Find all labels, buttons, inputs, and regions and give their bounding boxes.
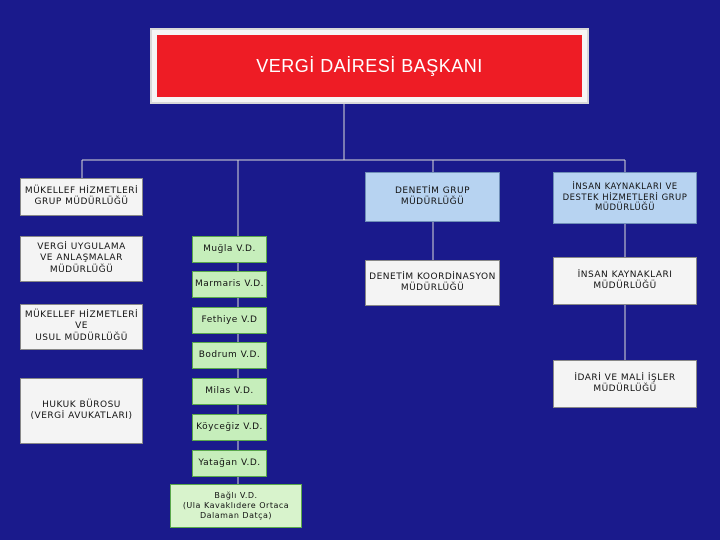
office-milas: Milas V.D.: [192, 378, 267, 405]
office-marmaris: Marmaris V.D.: [192, 271, 267, 298]
mukellef-usul-box: MÜKELLEF HİZMETLERİ VE USUL MÜDÜRLÜĞÜ: [20, 304, 143, 350]
head-box: [150, 28, 589, 104]
insan-kaynaklari-box: İNSAN KAYNAKLARI MÜDÜRLÜĞÜ: [553, 257, 697, 305]
head-title: VERGİ DAİRESİ BAŞKANI: [157, 35, 582, 97]
office-fethiye: Fethiye V.D: [192, 307, 267, 334]
office-yatagan: Yatağan V.D.: [192, 450, 267, 477]
denetim-koordinasyon-box: DENETİM KOORDİNASYON MÜDÜRLÜĞÜ: [365, 260, 500, 306]
idari-mali-isler-box: İDARİ VE MALİ İŞLER MÜDÜRLÜĞÜ: [553, 360, 697, 408]
insan-kaynaklari-group-box: İNSAN KAYNAKLARI VE DESTEK HİZMETLERİ GRUP MÜDÜRLÜĞÜ: [553, 172, 697, 224]
office-mugla: Muğla V.D.: [192, 236, 267, 263]
office-bodrum: Bodrum V.D.: [192, 342, 267, 369]
office-bagli: Bağlı V.D. (Ula Kavaklıdere Ortaca Dalaman Datça): [170, 484, 302, 528]
hukuk-burosu-box: HUKUK BÜROSU (VERGİ AVUKATLARI): [20, 378, 143, 444]
mukellef-group-box: MÜKELLEF HİZMETLERİ GRUP MÜDÜRLÜĞÜ: [20, 178, 143, 216]
denetim-group-box: DENETİM GRUP MÜDÜRLÜĞÜ: [365, 172, 500, 222]
office-koycegiz: Köyceğiz V.D.: [192, 414, 267, 441]
vergi-uygulama-box: VERGİ UYGULAMA VE ANLAŞMALAR MÜDÜRLÜĞÜ: [20, 236, 143, 282]
